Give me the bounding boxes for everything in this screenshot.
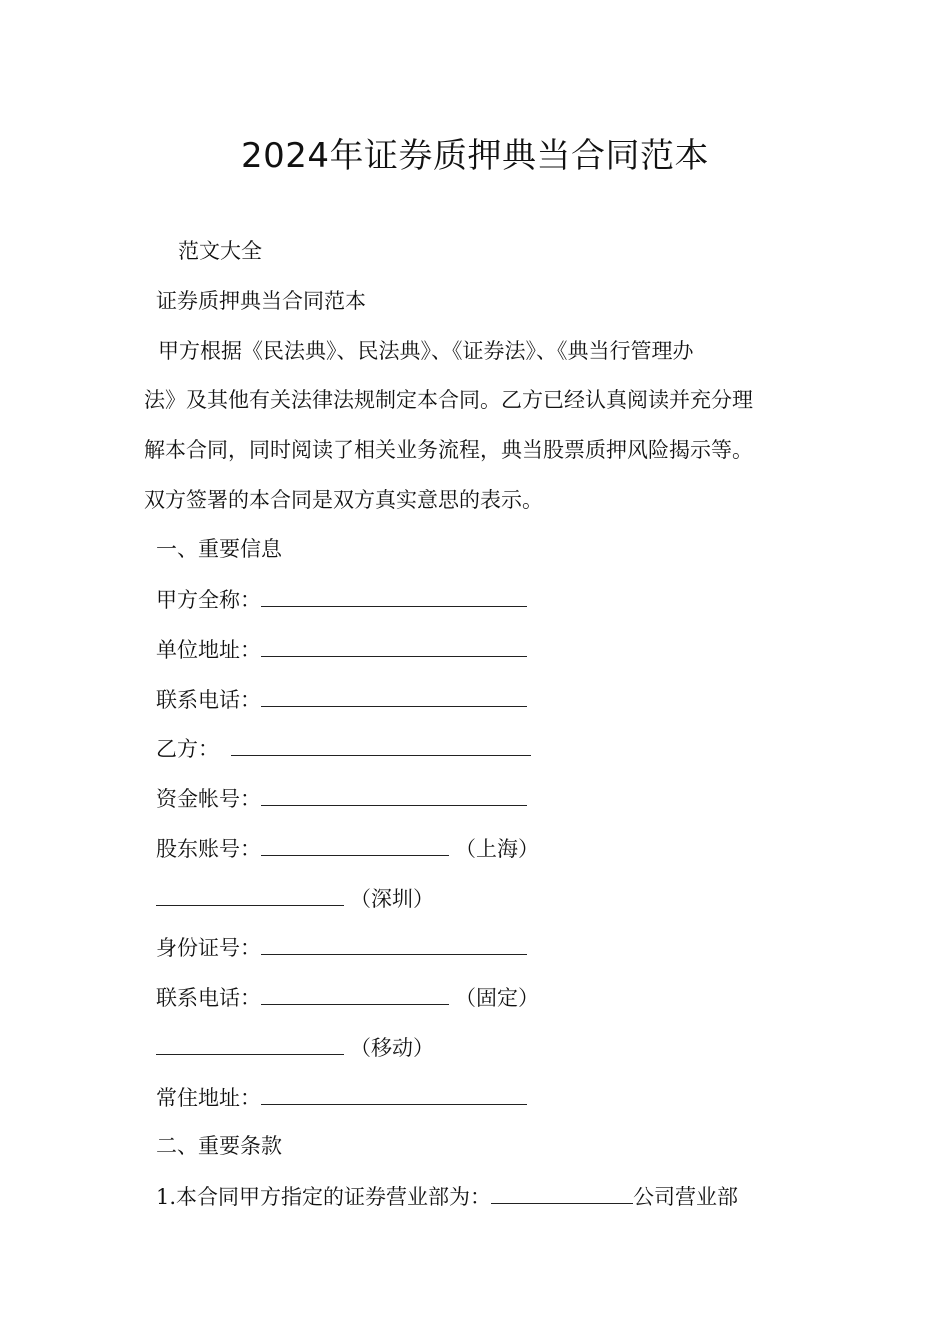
phone-landline-blank[interactable] <box>261 982 449 1005</box>
intro-line-3: 解本合同，同时阅读了相关业务流程，典当股票质押风险揭示等。 <box>144 438 753 462</box>
residence-blank[interactable] <box>261 1082 527 1105</box>
shareholder-shenzhen-row <box>156 883 434 914</box>
phone-b-row <box>156 982 539 1013</box>
landline-suffix: （固定） <box>455 986 539 1010</box>
id-number-blank[interactable] <box>261 932 527 955</box>
shareholder-account-row <box>156 833 539 864</box>
unit-address-row <box>156 634 527 665</box>
intro-line-4: 双方签署的本合同是双方真实意思的表示。 <box>144 488 543 512</box>
unit-address-blank[interactable] <box>261 634 527 657</box>
phone-b-label: 联系电话： <box>156 986 261 1010</box>
clause-1-suffix: 公司营业部 <box>633 1185 739 1209</box>
party-a-name-row <box>156 584 527 615</box>
fund-account-label: 资金帐号： <box>156 787 261 811</box>
residence-row <box>156 1082 527 1113</box>
party-b-label: 乙方： <box>156 737 219 761</box>
mobile-suffix: （移动） <box>350 1036 434 1060</box>
phone-mobile-blank[interactable] <box>156 1032 344 1055</box>
party-b-row <box>156 733 531 764</box>
section-heading-important-info: 一、重要信息 <box>156 537 282 561</box>
unit-address-label: 单位地址： <box>156 638 261 662</box>
phone-a-blank[interactable] <box>261 684 527 707</box>
party-a-name-blank[interactable] <box>261 584 527 607</box>
residence-label: 常住地址： <box>156 1086 261 1110</box>
id-number-label: 身份证号： <box>156 936 261 960</box>
document-title: 2024年证券质押典当合同范本 <box>240 136 710 176</box>
shareholder-account-label: 股东账号： <box>156 837 261 861</box>
party-b-blank[interactable] <box>231 733 531 756</box>
clause-1-prefix: 1.本合同甲方指定的证券营业部为： <box>156 1185 492 1209</box>
shareholder-shanghai-blank[interactable] <box>261 833 449 856</box>
id-number-row <box>156 932 527 963</box>
fund-account-blank[interactable] <box>261 783 527 806</box>
clause-1-blank[interactable] <box>491 1181 633 1204</box>
phone-a-label: 联系电话： <box>156 688 261 712</box>
party-a-name-label: 甲方全称： <box>156 588 261 612</box>
section-heading-important-clauses: 二、重要条款 <box>156 1134 282 1158</box>
intro-line-2: 法》及其他有关法律法规制定本合同。乙方已经认真阅读并充分理 <box>144 388 753 412</box>
phone-mobile-row <box>156 1032 434 1063</box>
shareholder-shenzhen-blank[interactable] <box>156 883 344 906</box>
clause-1-row <box>156 1181 738 1212</box>
fund-account-row <box>156 783 527 814</box>
phone-a-row <box>156 684 527 715</box>
category-label: 范文大全 <box>178 239 262 263</box>
shanghai-suffix: （上海） <box>455 837 539 861</box>
shenzhen-suffix: （深圳） <box>350 887 434 911</box>
intro-line-1: 甲方根据《民法典》、民法典》、《证券法》、《典当行管理办 <box>158 339 694 363</box>
subtitle: 证券质押典当合同范本 <box>156 289 366 313</box>
